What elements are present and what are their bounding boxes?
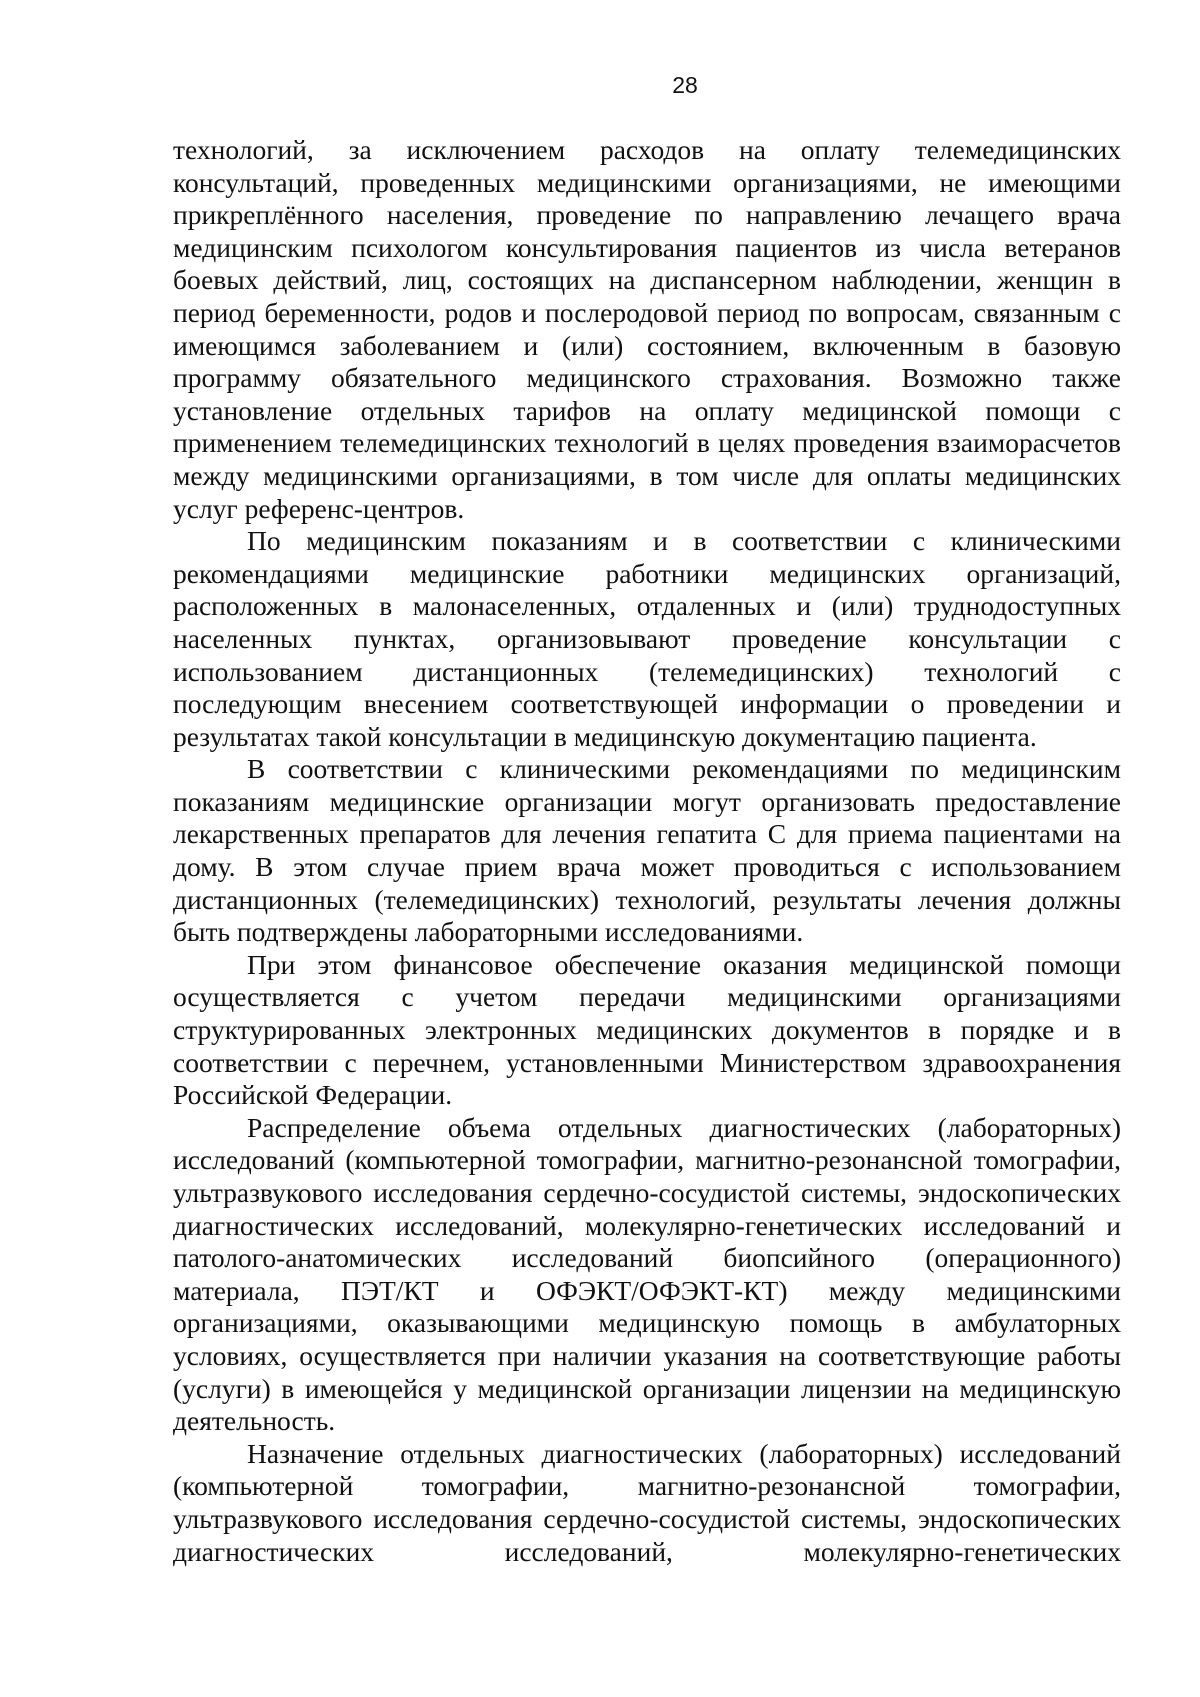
document-body [173, 134, 1121, 1568]
paragraph-financial-provision: При этом финансовое обеспечение оказания медицинской помощи осуществляется с учетом передачи медицинскими организациями структурированных электронных медицинских документов в порядке и в соответствии с перечнем, установленными Министерством здравоохранения Российской Федерации. [173, 948, 1121, 1111]
paragraph-telemedicine-continuation: технологий, за исключением расходов на оплату телемедицинских консультаций, проведенных медицинскими организациями, не имеющими прикреплённого населения, проведение по направлению лечащего врача медицинским психологом консультирования пациентов из числа ветеранов боевых действий, лиц, состоящих на диспансерном наблюдении, женщин в период беременности, родов и послеродовой период по вопросам, связанным с имеющимся заболеванием и (или) состоянием, включенным в базовую программу обязательного медицинского страхования. Возможно также установление отдельных тарифов на оплату медицинской помощи с применением телемедицинских технологий в целях проведения взаиморасчетов между медицинскими организациями, в том числе для оплаты медицинских услуг референс-центров. [173, 134, 1121, 524]
paragraph-hepatitis-c-treatment: В соответствии с клиническими рекомендациями по медицинским показаниям медицинские организации могут организовать предоставление лекарственных препаратов для лечения гепатита С для приема пациентами на дому. В этом случае прием врача может проводиться с использованием дистанционных (телемедицинских) технологий, результаты лечения должны быть подтверждены лабораторными исследованиями. [173, 753, 1121, 948]
paragraph-diagnostic-assignment: Назначение отдельных диагностических (лабораторных) исследований (компьютерной томографии, магнитно-резонансной томографии, ультразвукового исследования сердечно-сосудистой системы, эндоскопических диагностических исследований, молекулярно-генетических [173, 1437, 1121, 1567]
page-number: 28 [672, 72, 698, 98]
paragraph-diagnostic-distribution: Распределение объема отдельных диагностических (лабораторных) исследований (компьютерной томографии, магнитно-резонансной томографии, ультразвукового исследования сердечно-сосудистой системы, эндоскопических диагностических исследований, молекулярно-генетических исследований и патолого-анатомических исследований биопсийного (операционного) материала, ПЭТ/КТ и ОФЭКТ/ОФЭКТ-КТ) между медицинскими организациями, оказывающими медицинскую помощь в амбулаторных условиях, осуществляется при наличии указания на соответствующие работы (услуги) в имеющейся у медицинской организации лицензии на медицинскую деятельность. [173, 1111, 1121, 1437]
paragraph-remote-consultation: По медицинским показаниям и в соответствии с клиническими рекомендациями медицинские работники медицинских организаций, расположенных в малонаселенных, отдаленных и (или) труднодоступных населенных пунктах, организовывают проведение консультации с использованием дистанционных (телемедицинских) технологий с последующим внесением соответствующей информации о проведении и результатах такой консультации в медицинскую документацию пациента. [173, 525, 1121, 752]
